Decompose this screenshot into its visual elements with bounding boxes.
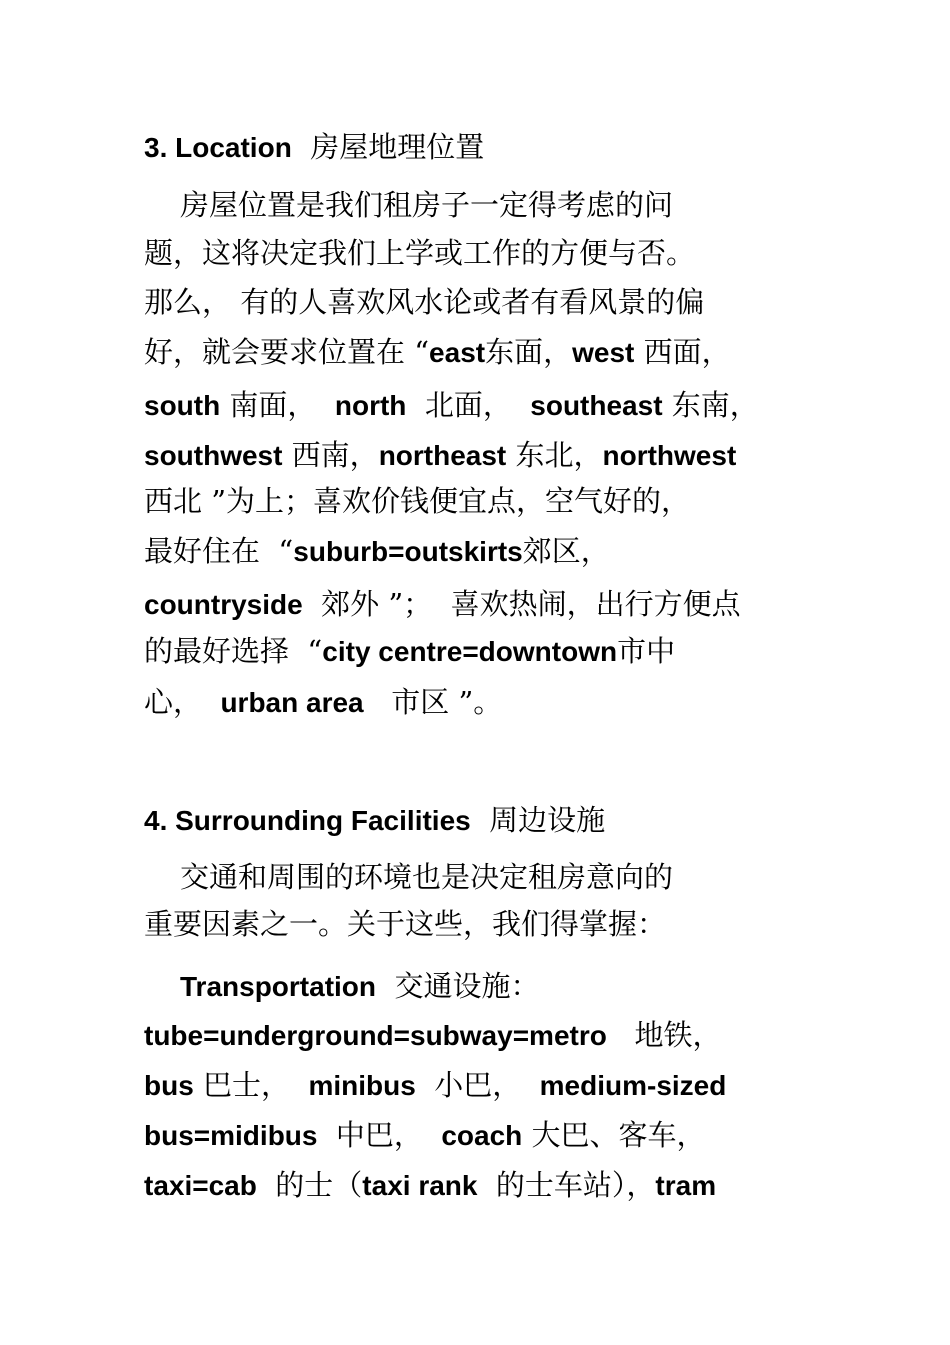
text: 小巴， <box>415 1068 540 1102</box>
paragraph-line <box>144 1115 706 1155</box>
text: 市区 ”。 <box>363 685 503 719</box>
section-4-heading <box>144 800 605 840</box>
term: countryside <box>144 589 303 620</box>
paragraph-line <box>180 185 673 225</box>
text: 房屋位置是我们租房子一定得考虑的问 <box>180 188 674 222</box>
term: southwest <box>144 440 283 471</box>
paragraph-line <box>144 385 759 425</box>
term: northwest <box>602 440 737 471</box>
text: 题，这将决定我们上学或工作的方便与否。 <box>144 236 696 270</box>
heading-en: 3. Location <box>144 132 292 163</box>
term: suburb=outskirts <box>293 536 523 567</box>
paragraph-line <box>144 435 736 475</box>
term: taxi=cab <box>144 1170 257 1201</box>
section-3-heading <box>144 127 484 167</box>
text: 市中 <box>617 634 676 668</box>
term: bus <box>144 1070 194 1101</box>
term: Transportation <box>180 971 377 1002</box>
text: 郊区， <box>522 534 610 568</box>
paragraph-line <box>144 904 666 944</box>
text: 那么， 有的人喜欢风水论或者有看风景的偏 <box>144 285 705 319</box>
term: east <box>429 337 486 368</box>
heading-en: 4. Surrounding Facilities <box>144 805 471 836</box>
term: bus=midibus <box>144 1120 318 1151</box>
term: south <box>144 390 221 421</box>
paragraph-line <box>144 682 502 722</box>
term: urban area <box>220 687 364 718</box>
text: 心， <box>144 685 221 719</box>
paragraph-line <box>144 481 690 521</box>
text: 巴士， <box>193 1068 309 1102</box>
term: west <box>572 337 635 368</box>
term: northeast <box>378 440 507 471</box>
text: 好，就会要求位置在 “ <box>144 335 430 369</box>
text: 交通设施： <box>376 969 540 1003</box>
paragraph-line <box>144 1065 726 1105</box>
heading-cn: 周边设施 <box>489 803 606 837</box>
paragraph-line <box>144 233 695 273</box>
paragraph-line <box>144 584 741 624</box>
text: 大巴、客车， <box>522 1118 706 1152</box>
paragraph-line <box>144 1165 716 1205</box>
term: coach <box>441 1120 523 1151</box>
text: 西北 ”为上；喜欢价钱便宜点，空气好的， <box>144 484 691 518</box>
paragraph-line <box>144 282 704 322</box>
paragraph-line <box>144 332 731 372</box>
term: medium-sized <box>539 1070 727 1101</box>
text: 北面， <box>406 388 531 422</box>
term: taxi rank <box>362 1170 478 1201</box>
text: 西南， <box>282 438 379 472</box>
transport-label <box>180 966 539 1006</box>
text: 的士车站）， <box>477 1168 656 1202</box>
text: 重要因素之一。关于这些，我们得掌握： <box>144 907 667 941</box>
text: 南面， <box>220 388 335 422</box>
term: city centre=downtown <box>322 636 618 667</box>
text: 交通和周围的环境也是决定租房意向的 <box>180 860 674 894</box>
paragraph-line <box>144 1015 722 1055</box>
text: 地铁， <box>606 1018 722 1052</box>
text: 东面， <box>485 335 573 369</box>
term: north <box>334 390 407 421</box>
term: tram <box>655 1170 717 1201</box>
text: 西面， <box>634 335 731 369</box>
paragraph-line <box>144 631 675 671</box>
text: 的士（ <box>256 1168 363 1202</box>
term: southeast <box>530 390 663 421</box>
text: 东南， <box>662 388 759 422</box>
text: 中巴， <box>317 1118 442 1152</box>
paragraph-line <box>144 531 610 571</box>
paragraph-line <box>180 857 673 897</box>
text: 东北， <box>506 438 603 472</box>
text: 最好住在 “ <box>144 534 294 568</box>
term: tube=underground=subway=metro <box>144 1020 607 1051</box>
text: 的最好选择 “ <box>144 634 323 668</box>
heading-cn: 房屋地理位置 <box>310 130 485 164</box>
text: 郊外 ”； 喜欢热闹，出行方便点 <box>302 587 741 621</box>
term: minibus <box>308 1070 416 1101</box>
